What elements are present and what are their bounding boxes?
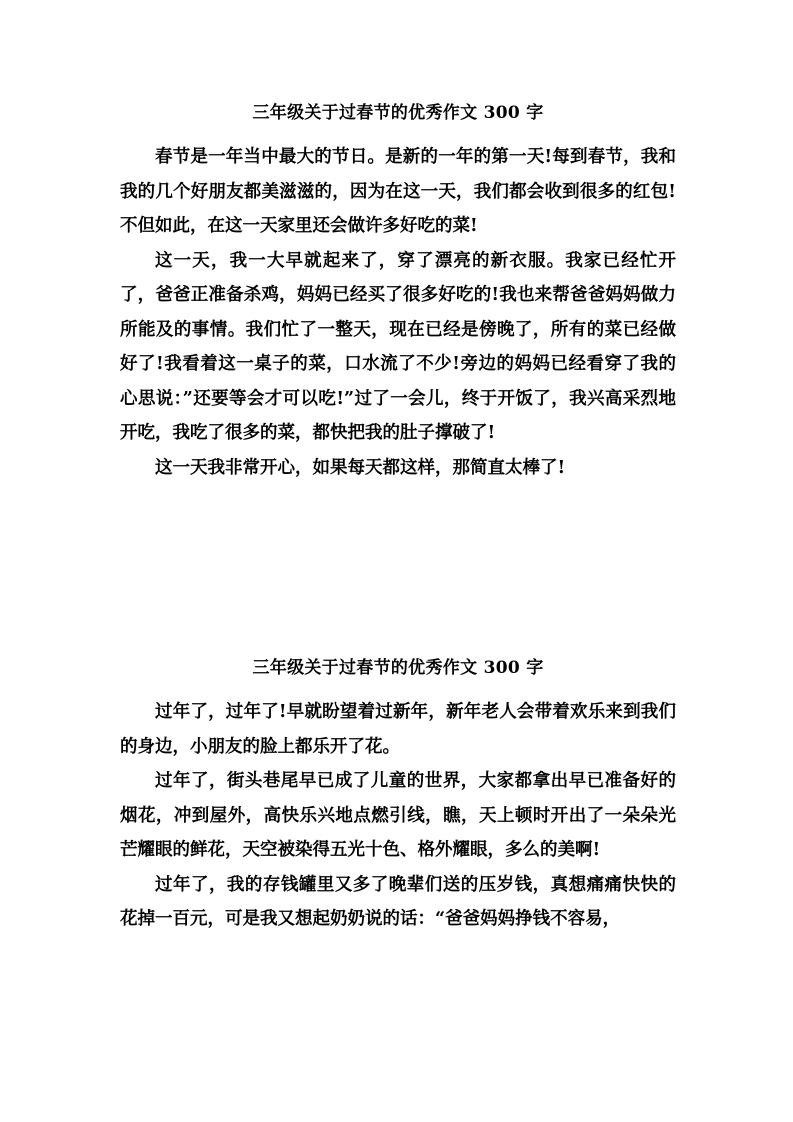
essay-paragraph: 过年了，我的存钱罐里又多了晚辈们送的压岁钱，真想痛痛快快的花掉一百元，可是我又想起奶奶说的话：“爸爸妈妈挣钱不容易，: [120, 874, 676, 929]
essay-1: [120, 100, 676, 485]
essay-paragraph: 过年了，过年了!早就盼望着过新年，新年老人会带着欢乐来到我们的身边，小朋友的脸上都乐开了花。: [120, 702, 676, 757]
essay-paragraph: 过年了，街头巷尾早已成了儿童的世界，大家都拿出早已准备好的烟花，冲到屋外，高快乐兴地点燃引线，瞧，天上顿时开出了一朵朵光芒耀眼的鲜花，天空被染得五光十色、格外耀眼，多么的美啊!: [120, 771, 676, 860]
essay-paragraph: 春节是一年当中最大的节日。是新的一年的第一天!每到春节，我和我的几个好朋友都美滋滋的，因为在这一天，我们都会收到很多的红包!不但如此，在这一天家里还会做许多好吃的菜!: [120, 147, 676, 236]
essay-title: 三年级关于过春节的优秀作文 300 字: [252, 658, 544, 678]
essay-paragraph: 这一天我非常开心，如果每天都这样，那简直太棒了!: [155, 457, 566, 478]
essay-paragraph: 这一天，我一大早就起来了，穿了漂亮的新衣服。我家已经忙开了，爸爸正准备杀鸡，妈妈已经买了很多好吃的!我也来帮爸爸妈妈做力所能及的事情。我们忙了一整天，现在已经是傍晚了，所有的菜已经做好了!我看着这一桌子的菜，口水流了不少!旁边的妈妈已经看穿了我的心思说：”还要等会才可以吃!”过了一会儿，终于开饭了，我兴高采烈地开吃，我吃了很多的菜，都快把我的肚子撑破了!: [120, 250, 676, 443]
essay-title: 三年级关于过春节的优秀作文 300 字: [252, 103, 544, 123]
essay-2: [120, 655, 676, 937]
